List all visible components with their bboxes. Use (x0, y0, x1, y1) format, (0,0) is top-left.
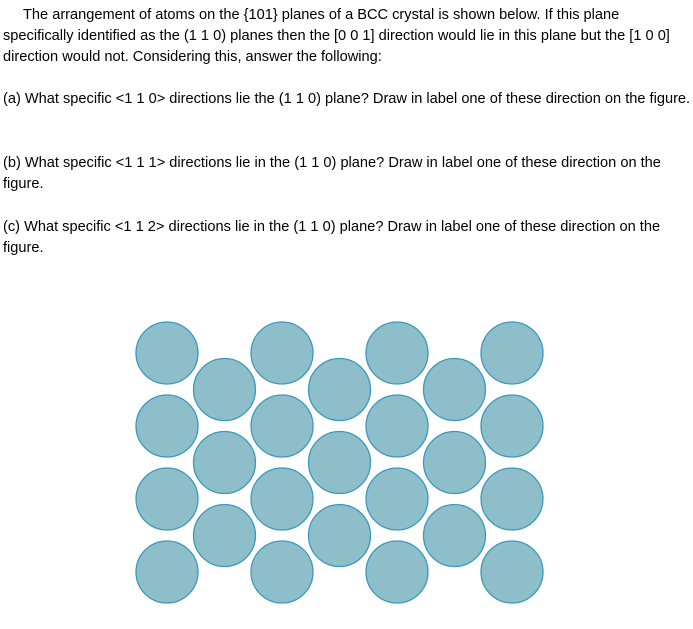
corner-atom (481, 322, 543, 384)
corner-atom (366, 468, 428, 530)
corner-atom (366, 322, 428, 384)
corner-atom (251, 322, 313, 384)
corner-atom (136, 541, 198, 603)
center-atom (424, 505, 486, 567)
corner-atom (366, 395, 428, 457)
question-c: (c) What specific <1 1 2> directions lie in the (1 1 0) plane? Draw in label one of these direction on the figure. (3, 219, 661, 256)
center-atom (309, 359, 371, 421)
center-atom (309, 505, 371, 567)
corner-atom (136, 468, 198, 530)
center-atom (424, 359, 486, 421)
center-atom (309, 432, 371, 494)
corner-atom (136, 322, 198, 384)
center-atom (194, 505, 256, 567)
question-a: (a) What specific <1 1 0> directions lie the (1 1 0) plane? Draw in label one of these direction on the figure. (3, 91, 691, 107)
question-b: (b) What specific <1 1 1> directions lie in the (1 1 0) plane? Draw in label one of these direction on the figure. (3, 155, 661, 192)
corner-atom (251, 395, 313, 457)
corner-atom (481, 468, 543, 530)
corner-atom (136, 395, 198, 457)
corner-atom (366, 541, 428, 603)
center-atom (194, 359, 256, 421)
corner-atom (481, 395, 543, 457)
corner-atom (481, 541, 543, 603)
corner-atom (251, 541, 313, 603)
corner-atom (251, 468, 313, 530)
center-atom (194, 432, 256, 494)
intro-paragraph: The arrangement of atoms on the {101} planes of a BCC crystal is shown below. If this plane specifically identified as the (1 1 0) planes then the [0 0 1] direction would lie in this plane but the [1 0 0] direction would not. Considering this, answer the following: (3, 7, 670, 65)
center-atom (424, 432, 486, 494)
